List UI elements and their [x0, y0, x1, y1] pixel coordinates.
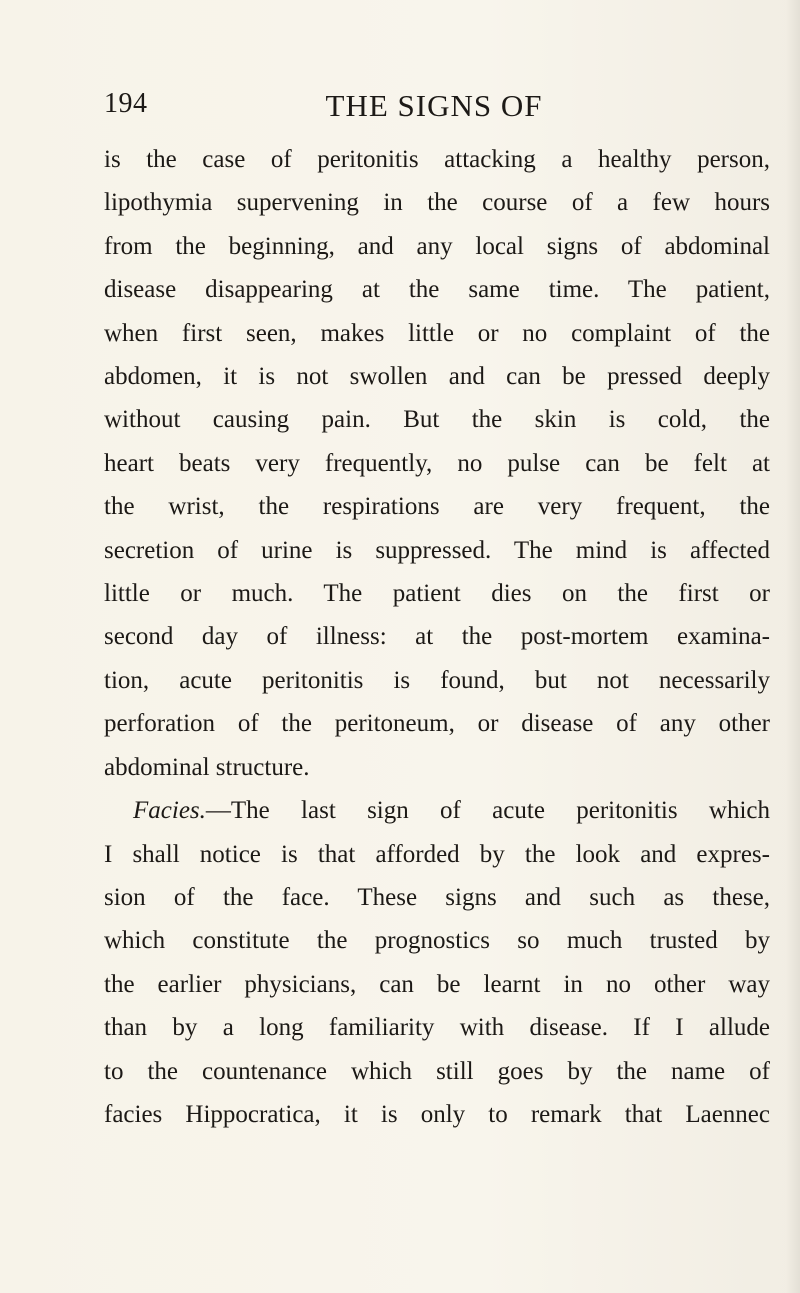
text-line: than by a long familiarity with disease. If I allude [104, 1014, 770, 1042]
text-line: facies Hippocratica, it is only to remark that Laennec [104, 1100, 770, 1128]
text-line: the earlier physicians, can be learnt in no other way [104, 970, 770, 998]
text-line: lipothymia supervening in the course of a few hours [104, 189, 770, 217]
text-line: the wrist, the respirations are very frequent, the [104, 493, 770, 521]
text-line: I shall notice is that afforded by the look and expres- [104, 840, 770, 868]
text-line: is the case of peritonitis attacking a healthy person, [104, 146, 770, 173]
text-line: which constitute the prognostics so much trusted by [104, 927, 770, 955]
text-line: perforation of the peritoneum, or disease of any other [104, 710, 770, 738]
text-line: sion of the face. These signs and such as these, [104, 883, 770, 911]
text-line: abdomen, it is not swollen and can be pressed deeply [104, 363, 770, 391]
text-line: from the beginning, and any local signs of abdominal [104, 232, 770, 260]
text-line: secretion of urine is suppressed. The mind is affected [104, 536, 770, 564]
text-line: little or much. The patient dies on the first or [104, 580, 770, 608]
text-line: second day of illness: at the post-mortem examina- [104, 623, 770, 651]
text-line: heart beats very frequently, no pulse can be felt at [104, 449, 770, 477]
body-text [104, 138, 770, 1136]
text-line-rest: —The last sign of acute peritonitis which [205, 797, 770, 825]
paragraph-first-line [104, 789, 770, 832]
text-line: to the countenance which still goes by the name of [104, 1057, 770, 1085]
page-edge-shadow [786, 0, 800, 1293]
section-heading-facies: Facies. [133, 797, 206, 825]
page-number: 194 [104, 88, 148, 119]
running-head: THE SIGNS OF [325, 88, 543, 123]
text-line: without causing pain. But the skin is cold, the [104, 406, 770, 434]
text-line: tion, acute peritonitis is found, but not necessarily [104, 666, 770, 694]
text-line: abdominal structure. [104, 753, 310, 781]
page-header [104, 88, 764, 128]
text-line: when first seen, makes little or no complaint of the [104, 319, 770, 347]
text-line: disease disappearing at the same time. The patient, [104, 276, 770, 304]
